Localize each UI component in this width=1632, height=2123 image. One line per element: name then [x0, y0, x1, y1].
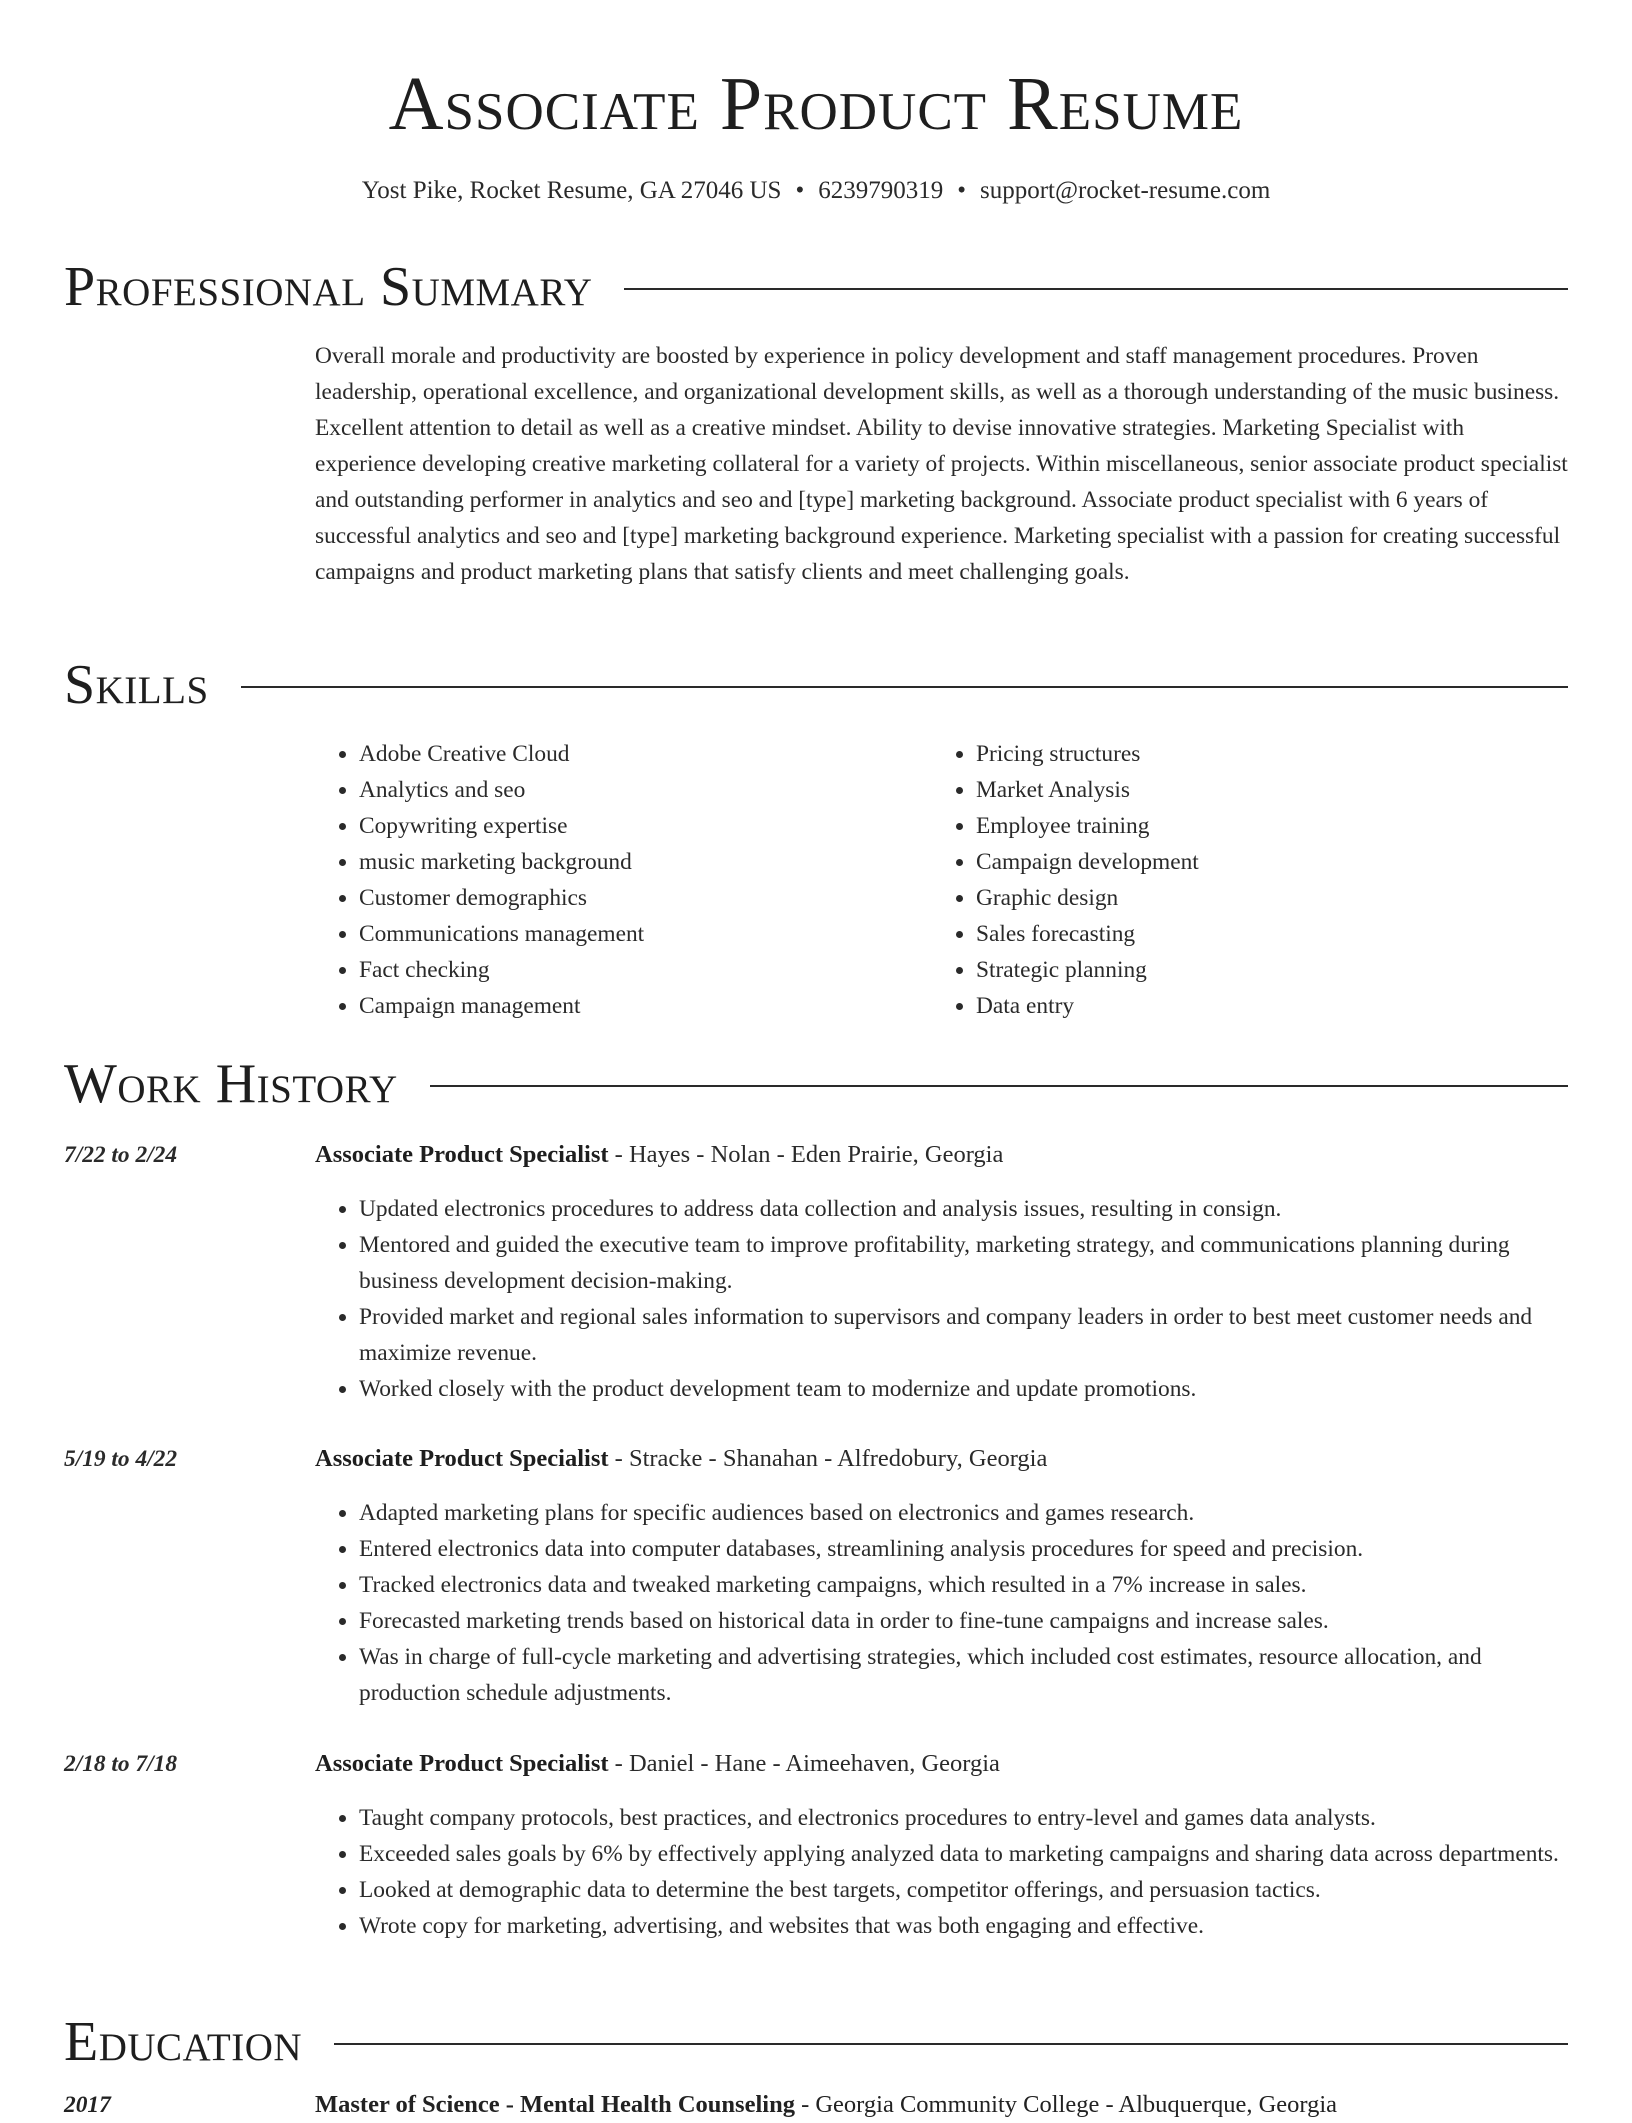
- job-bullets: [315, 1495, 1568, 1711]
- skills-column-left: [315, 736, 932, 1024]
- section-divider: [430, 1085, 1568, 1087]
- section-divider: [334, 2043, 1568, 2045]
- skill-item: • Employee training: [976, 808, 1549, 844]
- job-dates: 2/18 to 7/18: [64, 1751, 178, 1777]
- education-school: - Georgia Community College - Albuquerque, Georgia: [794, 2091, 1338, 2118]
- job-headline: [315, 1746, 1000, 1782]
- skills-column-right: [932, 736, 1549, 1024]
- education-degree-line: [315, 2087, 1337, 2123]
- page-title: Associate Product Resume: [388, 62, 1244, 146]
- job-bullet: • Wrote copy for marketing, advertising, and websites that was both engaging and effective.: [359, 1908, 1568, 1944]
- skill-item: • music marketing background: [359, 844, 932, 880]
- job-title: Associate Product Specialist: [315, 1750, 609, 1777]
- job-dates: 7/22 to 2/24: [64, 1142, 178, 1168]
- job-company: - Hayes - Nolan - Eden Prairie, Georgia: [608, 1141, 1004, 1168]
- education-degree: Master of Science - Mental Health Counseling: [315, 2091, 795, 2118]
- skill-item: • Adobe Creative Cloud: [359, 736, 932, 772]
- skill-item: • Copywriting expertise: [359, 808, 932, 844]
- skills-section-header: [64, 653, 1568, 717]
- job-bullet: • Was in charge of full-cycle marketing and advertising strategies, which included cost estimates, resource allocation, and production schedule adjustments.: [359, 1639, 1568, 1711]
- skill-item: • Data entry: [976, 988, 1549, 1024]
- job-bullet: • Adapted marketing plans for specific audiences based on electronics and games research.: [359, 1495, 1568, 1531]
- job-company: - Daniel - Hane - Aimeehaven, Georgia: [608, 1750, 1000, 1777]
- skill-item: • Sales forecasting: [976, 916, 1549, 952]
- skill-item: • Graphic design: [976, 880, 1549, 916]
- skill-item: • Campaign management: [359, 988, 932, 1024]
- job-bullet: • Forecasted marketing trends based on historical data in order to fine-tune campaigns and increase sales.: [359, 1603, 1568, 1639]
- job-bullets: [315, 1191, 1568, 1407]
- summary-section-header: [64, 255, 1568, 319]
- job-bullet: • Exceeded sales goals by 6% by effectively applying analyzed data to marketing campaigns and sharing data across departments.: [359, 1836, 1568, 1872]
- section-divider: [624, 288, 1568, 290]
- job-bullet: • Mentored and guided the executive team to improve profitability, marketing strategy, and communications planning during business development decision-making.: [359, 1227, 1568, 1299]
- contact-line: [0, 174, 1632, 208]
- skill-item: • Market Analysis: [976, 772, 1549, 808]
- job-headline: [315, 1137, 1003, 1173]
- skill-item: • Communications management: [359, 916, 932, 952]
- job-bullets: [315, 1800, 1568, 1944]
- job-bullet: • Provided market and regional sales information to supervisors and company leaders in order to best meet customer needs and maximize revenue.: [359, 1299, 1568, 1371]
- education-section-header: [64, 2010, 1568, 2074]
- summary-text: Overall morale and productivity are boosted by experience in policy development and staff management procedures. Proven leadership, operational excellence, and organizational development skills, as well as a thorough understanding of the music business. Excellent attention to detail as well as a creative mindset. Ability to devise innovative strategies. Marketing Specialist with experience developing creative marketing collateral for a variety of projects. Within miscellaneous, senior associate product specialist and outstanding performer in analytics and seo and [type] marketing background. Associate product specialist with 6 years of successful analytics and seo and [type] marketing background experience. Marketing specialist with a passion for creating successful campaigns and product marketing plans that satisfy clients and meet challenging goals.: [315, 343, 1568, 585]
- job-title: Associate Product Specialist: [315, 1445, 609, 1472]
- job-bullet: • Worked closely with the product development team to modernize and update promotions.: [359, 1371, 1568, 1407]
- contact-address: Yost Pike, Rocket Resume, GA 27046 US: [361, 177, 782, 204]
- contact-separator: •: [957, 177, 966, 204]
- section-title-summary: Professional Summary: [64, 256, 593, 318]
- contact-email: support@rocket-resume.com: [979, 177, 1271, 204]
- job-bullet: • Taught company protocols, best practices, and electronics procedures to entry-level and games data analysts.: [359, 1800, 1568, 1836]
- job-dates: 5/19 to 4/22: [64, 1446, 178, 1472]
- job-bullet: • Updated electronics procedures to address data collection and analysis issues, resulting in consign.: [359, 1191, 1568, 1227]
- education-year: 2017: [64, 2092, 111, 2118]
- job-headline: [315, 1441, 1047, 1477]
- job-bullet: • Looked at demographic data to determine the best targets, competitor offerings, and persuasion tactics.: [359, 1872, 1568, 1908]
- skills-list: [315, 736, 1568, 1024]
- skill-item: • Campaign development: [976, 844, 1549, 880]
- section-title-education: Education: [64, 2011, 303, 2073]
- skill-item: • Pricing structures: [976, 736, 1549, 772]
- contact-separator: •: [795, 177, 805, 204]
- work-section-header: [64, 1052, 1568, 1116]
- job-bullet: • Tracked electronics data and tweaked marketing campaigns, which resulted in a 7% increase in sales.: [359, 1567, 1568, 1603]
- section-title-work: Work History: [64, 1053, 398, 1115]
- skill-item: • Fact checking: [359, 952, 932, 988]
- contact-phone: 6239790319: [818, 177, 944, 204]
- section-divider: [241, 686, 1568, 688]
- job-title: Associate Product Specialist: [315, 1141, 609, 1168]
- skill-item: • Strategic planning: [976, 952, 1549, 988]
- section-title-skills: Skills: [64, 654, 209, 716]
- job-company: - Stracke - Shanahan - Alfredobury, Georgia: [608, 1445, 1048, 1472]
- skill-item: • Analytics and seo: [359, 772, 932, 808]
- job-bullet: • Entered electronics data into computer databases, streamlining analysis procedures for speed and precision.: [359, 1531, 1568, 1567]
- skill-item: • Customer demographics: [359, 880, 932, 916]
